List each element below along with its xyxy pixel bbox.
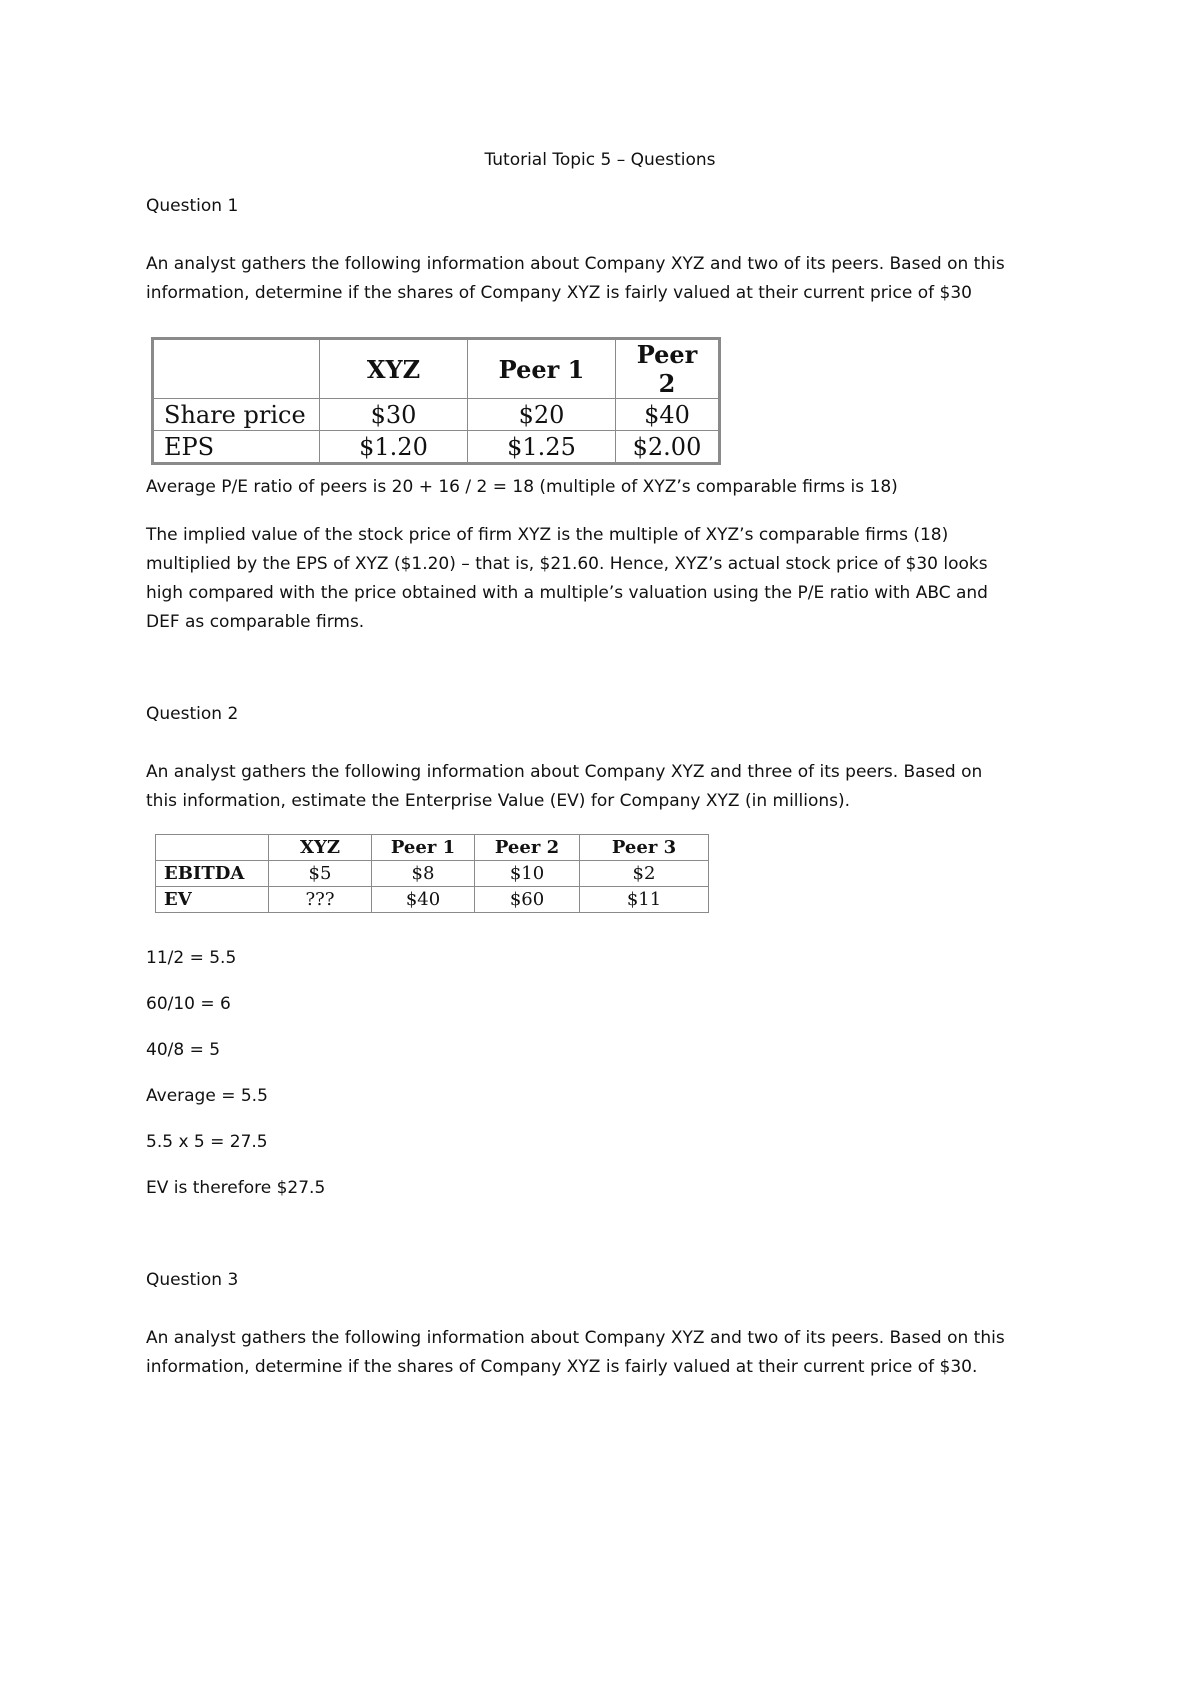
question-3-intro-line-2: information, determine if the shares of Company XYZ is fairly valued at their current price of $30. [146,1357,978,1377]
table-row [154,399,719,431]
table-header-row [156,835,709,861]
table-cell: $40 [616,399,719,431]
question-1-answer-2-line-4: DEF as comparable firms. [146,612,365,632]
table-header-cell [156,835,269,861]
question-1-heading: Question 1 [146,196,239,216]
table-header-cell: Peer 3 [580,835,709,861]
page-title: Tutorial Topic 5 – Questions [484,150,716,170]
table-cell: Share price [154,399,320,431]
question-1-table [153,339,719,463]
question-1-answer-2-line-3: high compared with the price obtained with a multiple’s valuation using the P/E ratio with ABC and [146,583,988,603]
question-2-intro-line-1: An analyst gathers the following information about Company XYZ and three of its peers. Based on [146,762,983,782]
table-cell: $10 [475,861,580,887]
table-cell: $1.25 [468,431,616,463]
table-header-cell: Peer 1 [372,835,475,861]
calc-line: 60/10 = 6 [146,994,231,1014]
table-header-cell: XYZ [269,835,372,861]
table-header-cell: Peer 2 [475,835,580,861]
question-1-intro-line-2: information, determine if the shares of Company XYZ is fairly valued at their current price of $30 [146,283,972,303]
table-cell: $1.20 [320,431,468,463]
calc-line: 11/2 = 5.5 [146,948,237,968]
table-cell: $11 [580,887,709,913]
question-1-intro-line-1: An analyst gathers the following information about Company XYZ and two of its peers. Based on this [146,254,1005,274]
table-cell: $20 [468,399,616,431]
table-cell: $8 [372,861,475,887]
table-header-cell: Peer 2 [616,340,719,399]
table-row [156,861,709,887]
table-cell: $60 [475,887,580,913]
calc-line: Average = 5.5 [146,1086,268,1106]
table-cell: ??? [269,887,372,913]
table-cell: $2 [580,861,709,887]
table-header-cell: Peer 1 [468,340,616,399]
question-3-intro-line-1: An analyst gathers the following information about Company XYZ and two of its peers. Based on this [146,1328,1005,1348]
table-cell: EPS [154,431,320,463]
table-row [156,887,709,913]
calc-line: EV is therefore $27.5 [146,1178,326,1198]
table-cell: EV [156,887,269,913]
table-cell: EBITDA [156,861,269,887]
table-cell: $30 [320,399,468,431]
question-2-table [155,834,709,913]
table-cell: $5 [269,861,372,887]
question-2-intro-line-2: this information, estimate the Enterprise Value (EV) for Company XYZ (in millions). [146,791,851,811]
table-header-cell: XYZ [320,340,468,399]
table-cell: $2.00 [616,431,719,463]
table-cell: $40 [372,887,475,913]
calc-line: 5.5 x 5 = 27.5 [146,1132,268,1152]
table-header-row [154,340,719,399]
question-3-heading: Question 3 [146,1270,239,1290]
question-1-answer-2-line-2: multiplied by the EPS of XYZ ($1.20) – that is, $21.60. Hence, XYZ’s actual stock price of $30 looks [146,554,988,574]
question-2-heading: Question 2 [146,704,239,724]
question-1-answer-1: Average P/E ratio of peers is 20 + 16 / 2 = 18 (multiple of XYZ’s comparable firms is 18) [146,477,898,497]
calc-line: 40/8 = 5 [146,1040,221,1060]
table-row [154,431,719,463]
table-header-cell [154,340,320,399]
question-1-answer-2-line-1: The implied value of the stock price of firm XYZ is the multiple of XYZ’s comparable firms (18) [146,525,949,545]
